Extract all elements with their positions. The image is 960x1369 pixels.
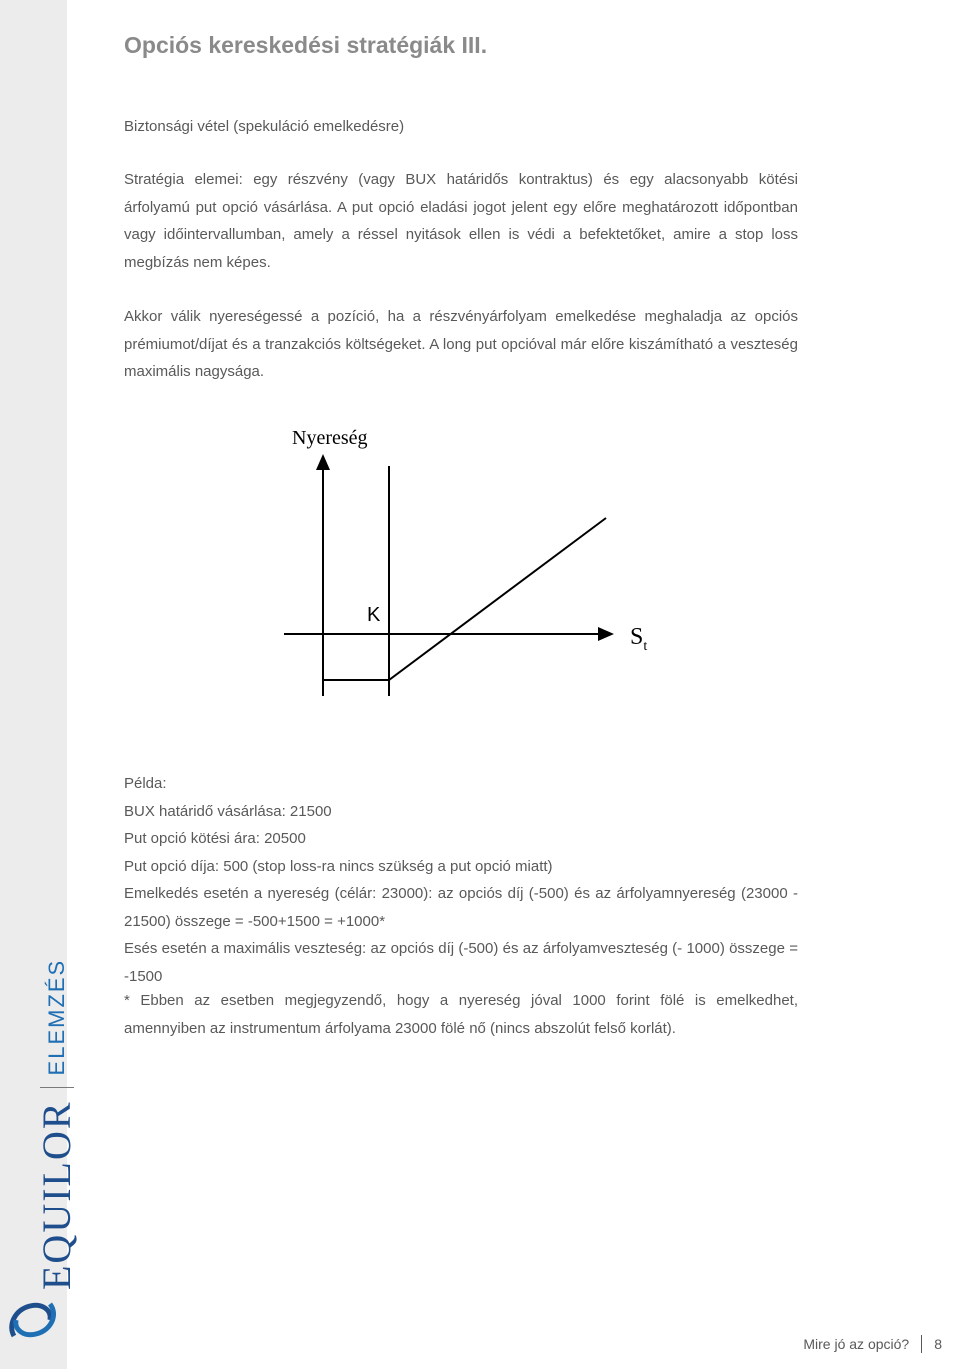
y-axis-arrow [316, 454, 330, 470]
page-footer [803, 1335, 942, 1353]
brand-divider [40, 1087, 74, 1088]
sidebar [0, 0, 79, 1369]
strategy-description-block [124, 166, 798, 276]
example-block [124, 770, 798, 990]
equilor-swirl-icon [4, 1290, 62, 1348]
page-title: Opciós kereskedési stratégiák III. [124, 32, 488, 58]
example-line: Esés esetén a maximális veszteség: az opciós díj (-500) és az árfolyamveszteség (- 1000) összege = -1500 [124, 940, 798, 985]
profit-condition: Akkor válik nyereségessé a pozíció, ha a részvényárfolyam emelkedése meghaladja az opciós prémiumot/díjat és a tranzakciós költségeket. A long put opcióval már előre kiszámítható a veszteség maximális nagysága. [124, 308, 798, 380]
example-line: Emelkedés esetén a nyereség (célár: 23000): az opciós díj (-500) és az árfolyamnyereség (23000 - 21500) összege = -500+1500 = +1000* [124, 885, 798, 930]
example-line: Put opció díja: 500 (stop loss-ra nincs szükség a put opció miatt) [124, 857, 553, 875]
brand-wordmark [33, 959, 80, 1290]
page-number: 8 [934, 1336, 942, 1352]
example-line: Put opció kötési ára: 20500 [124, 830, 306, 847]
x-axis-label: $S_t$ [630, 624, 648, 654]
strike-label: K [367, 604, 381, 626]
strategy-subtitle-block [124, 113, 798, 141]
example-heading: Példa: [124, 775, 167, 792]
payoff-line [323, 518, 606, 680]
footer-section-title: Mire jó az opció? [803, 1336, 910, 1352]
brand-tagline: ELEMZÉS [43, 958, 69, 1076]
example-line: BUX határidő vásárlása: 21500 [124, 802, 332, 820]
payoff-diagram [270, 418, 670, 708]
x-axis-arrow [598, 627, 614, 641]
footnote-block [124, 987, 798, 1042]
y-axis-label: Nyereség [292, 427, 368, 449]
footnote: * Ebben az esetben megjegyzendő, hogy a nyereség jóval 1000 forint fölé is emelkedhet, amennyiben az instrumentum árfolyama 23000 fölé nő (nincs abszolút felső korlát). [124, 992, 798, 1037]
brand-name: EQUILOR [34, 1100, 79, 1290]
strategy-subtitle: Biztonsági vétel (spekuláció emelkedésre) [124, 118, 405, 135]
strategy-description: Stratégia elemei: egy részvény (vagy BUX határidős kontraktus) és egy alacsonyabb kötési árfolyamú put opció vásárlása. A put opció eladási jogot jelent egy előre meghatározott időpontban vagy időintervallumban, amely a réssel nyitások ellen is védi a befektetőket, amire a stop loss megbízás nem képes. [124, 171, 798, 271]
footer-divider [921, 1335, 922, 1353]
profit-condition-block [124, 303, 798, 386]
